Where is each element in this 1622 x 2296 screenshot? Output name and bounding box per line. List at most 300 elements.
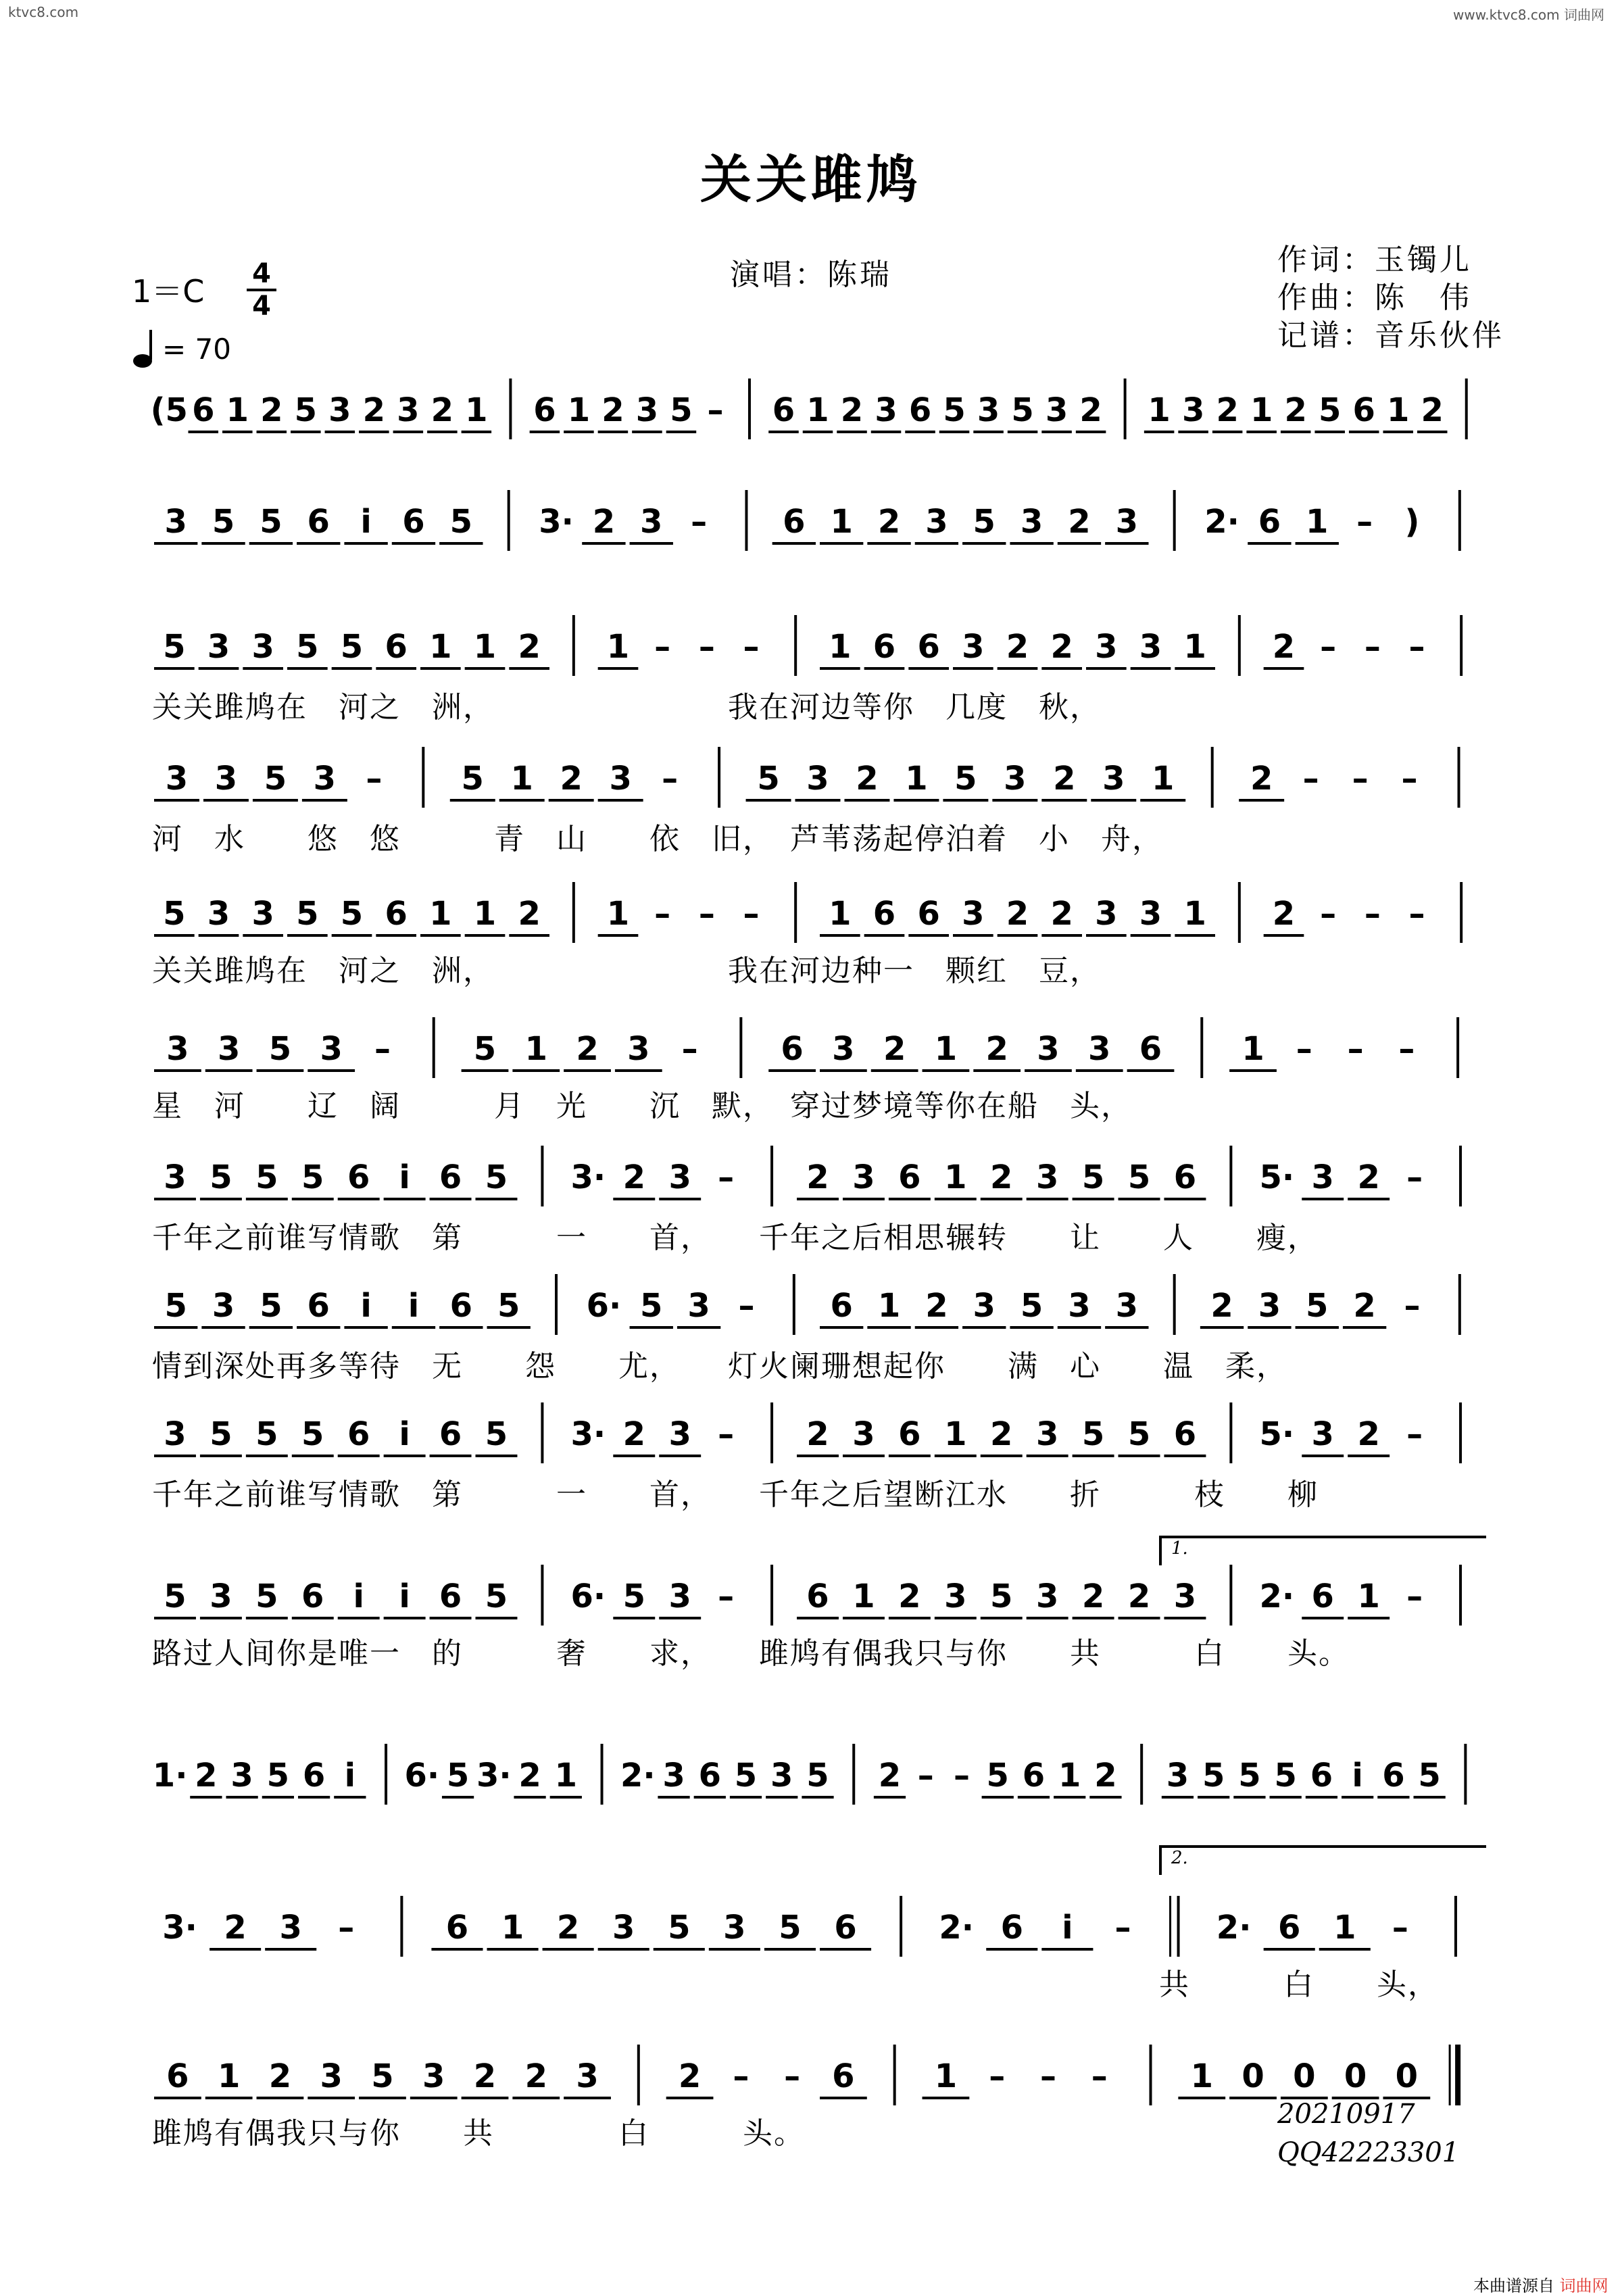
note-token: 6 [898,1415,921,1453]
note-token: 5 [340,895,364,933]
note-token: 2 [362,391,386,429]
note-token: – [784,2057,801,2095]
note-token: 5 [622,1578,645,1615]
note-token: 6 [772,391,795,429]
note-token: – [733,2057,749,2095]
note-token: 2 [268,2057,292,2095]
note-token: 5 [296,628,319,666]
note-token: 6 [917,895,940,933]
note-token: 1 [1387,391,1410,429]
note-token: 2 [806,1158,829,1196]
note-token: 5 [1306,1287,1329,1325]
note-token: 1 [934,2057,958,2095]
note-token: 6 [445,1909,469,1947]
note-token: 3 [1088,1030,1111,1068]
note-token: – [1347,1030,1364,1068]
note-token: – [1302,760,1319,798]
lyric-line: 河 水 悠 悠 青 山 依 旧， 芦苇荡起停泊着 小 舟， [152,822,1163,856]
note-token: 5 [164,1578,187,1615]
note-token: 6 [385,895,408,933]
note-token: 2 [431,391,454,429]
note-token: 3 [1095,895,1118,933]
note-token: 6 [806,1578,829,1615]
note-token: i [399,1578,410,1615]
note-token: 5 [943,391,966,429]
note-token: ) [1404,503,1420,541]
note-token: 3 [1068,1287,1091,1325]
note-token: 5 [806,1757,829,1794]
note-token: – [738,1287,755,1325]
note-token: 6 [347,1415,370,1453]
note-token: 6 [834,1909,857,1947]
note-token: 3 [165,760,189,798]
note-token: 2 [518,628,541,666]
score-system [135,1399,1487,1480]
note-token: i [344,1757,356,1794]
note-token: i [1352,1757,1363,1794]
note-token: 3 [328,391,351,429]
note-token: 1 [1242,1030,1264,1068]
note-token: – [1320,895,1337,933]
score-system [135,743,1487,825]
note-token: – [691,503,708,541]
note-token: 2 [1357,1415,1380,1453]
note-token: 2 [1357,1158,1380,1196]
note-token: – [989,2057,1006,2095]
note-token: 1 [429,628,452,666]
note-token: 3 [832,1030,855,1068]
note-token: 1 [606,628,630,666]
note-token: 1 [567,391,591,429]
note-token: 2 [1068,503,1091,541]
note-token: 6· [586,1287,622,1325]
page-title: 关关雎鸠 [700,149,922,210]
note-token: 5 [485,1415,508,1453]
volta-label-1: 1. [1171,1538,1188,1559]
note-token: 3 [1181,391,1205,429]
note-token: 6 [830,1287,853,1325]
note-token: 2 [678,2057,702,2095]
note-token: 6 [1000,1909,1023,1947]
note-token: 3 [207,895,230,933]
note-token: 1 [1183,628,1206,666]
note-token: 1 [465,391,488,429]
note-token: 3 [1311,1158,1334,1196]
note-token: 2 [1050,628,1073,666]
score-system [135,487,1487,568]
note-token: 5 [268,1030,292,1068]
tempo-mark [132,330,162,373]
note-token: 2 [560,760,583,798]
note-token: 5 [640,1287,663,1325]
score-system [135,375,1487,456]
note-token: 5 [163,628,186,666]
note-token: 6 [873,628,896,666]
note-token: 1 [1058,1757,1081,1794]
note-token: 3 [962,895,985,933]
note-token: 3 [212,1287,235,1325]
note-token: 0 [1344,2057,1367,2095]
note-token: 2 [518,895,541,933]
score-system [135,612,1487,693]
note-token: 5 [210,1158,232,1196]
note-token: – [1296,1030,1312,1068]
note-token: 2 [925,1287,948,1325]
note-token: 6 [698,1757,721,1794]
note-token: 3 [977,391,1000,429]
note-token: 5 [255,1578,278,1615]
notation-row [135,1740,1487,1822]
note-token: – [917,1757,934,1794]
note-token: 2 [1284,391,1307,429]
note-token: 3 [1115,503,1139,541]
note-token: 1 [1333,1909,1356,1947]
notation-row [135,612,1487,693]
note-token: – [1356,503,1373,541]
note-token: 5· [1259,1158,1295,1196]
note-token: 3 [1004,760,1027,798]
note-token: 3 [422,2057,445,2095]
note-token: 2 [1272,628,1296,666]
note-token: 3 [1173,1578,1197,1615]
tempo-value: = 70 [162,333,231,366]
note-token: 3 [214,760,238,798]
note-token: 3 [640,503,663,541]
time-numerator: 4 [252,258,271,289]
note-token: 5 [1202,1757,1225,1794]
note-token: 2· [1216,1909,1252,1947]
note-token: 5 [301,1415,324,1453]
note-token: 2 [622,1415,645,1453]
note-token: 5 [340,628,364,666]
note-token: 5 [473,1030,497,1068]
note-token: 3 [217,1030,241,1068]
note-token: 1 [473,628,497,666]
note-token: 2 [1272,895,1296,933]
note-token: 3 [1037,1030,1060,1068]
note-token: 3 [576,2057,599,2095]
note-token: 5 [446,1757,470,1794]
note-token: 0 [1395,2057,1419,2095]
composer-credit: 作曲：陈 伟 [1277,280,1472,315]
note-token: 2 [195,1757,218,1794]
note-token: 3· [162,1909,197,1947]
note-token: 5 [973,503,996,541]
note-token: – [698,895,715,933]
note-token: 1 [944,1158,967,1196]
note-token: 5 [485,1578,508,1615]
note-token: – [1320,628,1337,666]
note-token: – [681,1030,698,1068]
note-token: 3 [313,760,337,798]
note-token: 3 [1139,628,1162,666]
note-token: 5· [1259,1415,1295,1453]
note-token: 3 [609,760,632,798]
note-token: 6 [192,391,215,429]
note-token: 1 [217,2057,241,2095]
note-token: 2 [1053,760,1076,798]
note-token: 5 [296,895,319,933]
note-token: 3 [687,1287,710,1325]
note-token: 3 [1035,1158,1059,1196]
note-token: 1 [1152,760,1175,798]
notation-row [135,487,1487,568]
note-token: 3· [570,1158,606,1196]
note-token: 3· [570,1415,606,1453]
note-token: 5 [260,503,282,541]
note-token: 2 [622,1158,645,1196]
note-token: 3 [852,1415,875,1453]
note-token: i [399,1415,410,1453]
note-token: 1· [152,1757,188,1794]
note-token: – [1364,895,1381,933]
note-token: 1 [852,1578,875,1615]
note-token: 1 [877,1287,901,1325]
note-token: – [1404,1287,1421,1325]
lyric-line: 关关雎鸠在 河之 洲， 我在河边种一 颗红 豆， [152,954,1101,988]
note-token: 3 [770,1757,793,1794]
note-token: 5 [1274,1757,1297,1794]
volta-label-2: 2. [1171,1848,1188,1868]
note-token: 3 [668,1578,691,1615]
note-token: 6 [385,628,408,666]
note-token: 6 [1022,1757,1046,1794]
note-token: 2 [1094,1757,1117,1794]
note-token: 2 [518,1757,541,1794]
lyric-line: 关关雎鸠在 河之 洲， 我在河边等你 几度 秋， [152,690,1101,725]
note-token: 3 [627,1030,650,1068]
note-token: 6 [307,1287,330,1325]
note-token: 3 [251,628,274,666]
note-token: 2 [856,760,879,798]
note-token: i [360,1287,372,1325]
note-token: 2 [524,2057,547,2095]
lyric-line: 千年之前谁写情歌 第 一 首， 千年之后相思辗转 让 人 瘦， [152,1221,1319,1255]
note-token: 6 [917,628,940,666]
note-token: 1 [1183,895,1206,933]
note-token: 2 [840,391,864,429]
note-token: 1 [1190,2057,1213,2095]
note-token: 3 [806,760,829,798]
note-token: 6 [1382,1757,1405,1794]
lyric-line: 雎鸠有偶我只与你 共 白 头。 [152,2116,805,2151]
note-token: 2 [556,1909,580,1947]
note-token: – [1401,760,1418,798]
qq-contact: QQ42223301 [1277,2137,1460,2168]
note-token: – [1408,628,1425,666]
note-token: 5 [164,1287,187,1325]
note-token: – [698,628,715,666]
note-token: – [662,760,679,798]
note-token: i [408,1287,420,1325]
note-token: 3· [539,503,574,541]
note-token: 3 [164,1158,187,1196]
note-token: 2 [1006,895,1029,933]
note-token: – [743,895,760,933]
note-token: 3 [207,628,230,666]
note-token: 5 [1081,1158,1105,1196]
note-token: 5 [294,391,318,429]
lyricist-credit: 作词：玉镯儿 [1277,243,1472,277]
note-token: 3 [925,503,948,541]
brand-text: 本曲谱源自 [1473,2276,1554,2295]
note-token: – [338,1909,355,1947]
note-token: 2· [939,1909,975,1947]
watermark-small: ktvc8.com [8,4,79,20]
note-token: 6 [439,1415,462,1453]
note-token: 1 [1357,1578,1380,1615]
note-token: 1 [1148,391,1171,429]
note-token: 2 [1127,1578,1151,1615]
note-token: 5 [1020,1287,1043,1325]
key-signature: 1＝C [132,273,205,310]
note-token: i [353,1578,364,1615]
note-token: 6 [1173,1415,1197,1453]
note-token: 5 [954,760,977,798]
note-token: 2 [224,1909,247,1947]
note-token: 2 [806,1415,829,1453]
note-token: i [360,503,372,541]
lyric-line: 千年之前谁写情歌 第 一 首， 千年之后望断江水 折 枝 柳 [152,1477,1319,1512]
note-token: 6 [533,391,556,429]
note-token: 5 [1318,391,1342,429]
note-token: 3 [210,1578,232,1615]
note-token: 6 [873,895,896,933]
note-token: 5 [670,391,693,429]
note-token: 2 [883,1030,906,1068]
note-token: 3 [852,1158,875,1196]
note-token: 5 [255,1415,278,1453]
note-token: 3 [279,1909,302,1947]
site-url[interactable]: www.ktvc8.com 词曲网 [1453,7,1605,23]
note-token: 3 [1095,628,1118,666]
time-signature [247,259,276,321]
note-token: 3 [723,1909,746,1947]
note-token: 1 [226,391,249,429]
brand-footer [1473,2272,1608,2296]
score-system [135,1142,1487,1223]
note-token: 6 [1173,1158,1197,1196]
note-token: 6 [1139,1030,1162,1068]
note-token: 6 [307,503,330,541]
note-token: 1 [806,391,829,429]
brand-name: 词曲网 [1559,2276,1608,2295]
note-token: 3 [1166,1757,1189,1794]
time-denominator: 4 [247,289,276,321]
note-token: 5 [255,1158,278,1196]
note-token: 3 [612,1909,635,1947]
note-token: – [718,1158,735,1196]
note-token: 2 [990,1415,1013,1453]
note-token: 6 [1258,503,1281,541]
note-token: 2 [1353,1287,1376,1325]
note-token: – [1408,895,1425,933]
score-system [135,1271,1487,1352]
note-token: – [654,628,671,666]
note-token: 1 [1250,391,1273,429]
note-token: 3 [320,2057,343,2095]
lyric-line: 共 白 头， [1159,1968,1439,2002]
score-system [135,1740,1487,1822]
note-token: 3 [1035,1578,1059,1615]
note-token: 2 [1050,895,1073,933]
volta-bracket-2 [1159,1845,1486,1875]
note-token: 1 [944,1415,967,1453]
note-token: – [718,1578,735,1615]
note-token: i [1062,1909,1073,1947]
note-token: 6 [781,1030,804,1068]
note-token: 5 [264,760,287,798]
note-token: 1 [1306,503,1329,541]
note-token: 6 [439,1158,462,1196]
note-token: 5 [1011,391,1034,429]
note-token: 3 [1115,1287,1139,1325]
note-token: – [743,628,760,666]
note-token: 6 [439,1578,462,1615]
note-token: 3 [1311,1415,1334,1453]
note-token: i [399,1158,410,1196]
note-token: 2 [1421,391,1444,429]
note-token: 2 [1006,628,1029,666]
note-token: 0 [1293,2057,1316,2095]
note-token: 6 [1352,391,1375,429]
note-token: 2 [576,1030,599,1068]
transcriber-credit: 记谱：音乐伙伴 [1277,318,1504,353]
note-token: 5 [497,1287,520,1325]
note-token: 3 [397,391,420,429]
note-token: 5 [210,1415,232,1453]
note-token: 6· [570,1578,606,1615]
note-token: 3 [973,1287,996,1325]
note-token: 5 [485,1158,508,1196]
note-token: 5 [461,760,484,798]
note-token: 2 [1216,391,1239,429]
note-token: – [1364,628,1381,666]
note-token: – [1392,1909,1408,1947]
note-token: – [366,760,383,798]
note-token: 3 [166,1030,189,1068]
date-stamp: 20210917 [1277,2099,1415,2130]
note-token: 5 [668,1909,691,1947]
note-token: 3 [875,391,898,429]
note-token: 3 [1258,1287,1281,1325]
note-token: 2· [620,1757,656,1794]
note-token: 2 [473,2057,497,2095]
note-token: 5 [1238,1757,1261,1794]
note-token: – [1039,2057,1056,2095]
note-token: 1 [554,1757,578,1794]
lyric-line: 情到深处再多等待 无 怨 尤， 灯火阑珊想起你 满 心 温 柔， [152,1349,1287,1384]
note-token: 6· [404,1757,440,1794]
note-token: 1 [829,628,852,666]
note-token: 5 [779,1909,802,1947]
note-token: 5 [1418,1757,1441,1794]
note-token: 3 [962,628,985,666]
note-token: 5 [1127,1415,1151,1453]
note-token: 2 [592,503,616,541]
note-token: 5 [260,1287,282,1325]
note-token: 5 [1081,1415,1105,1453]
note-token: 3 [1035,1415,1059,1453]
note-token: 2 [990,1158,1013,1196]
note-token: 5 [986,1757,1009,1794]
note-token: 6 [898,1158,921,1196]
volta-bracket-1 [1159,1536,1486,1565]
note-token: 6 [166,2057,189,2095]
note-token: 2 [1079,391,1102,429]
note-token: 5 [371,2057,394,2095]
note-token: 2 [985,1030,1008,1068]
